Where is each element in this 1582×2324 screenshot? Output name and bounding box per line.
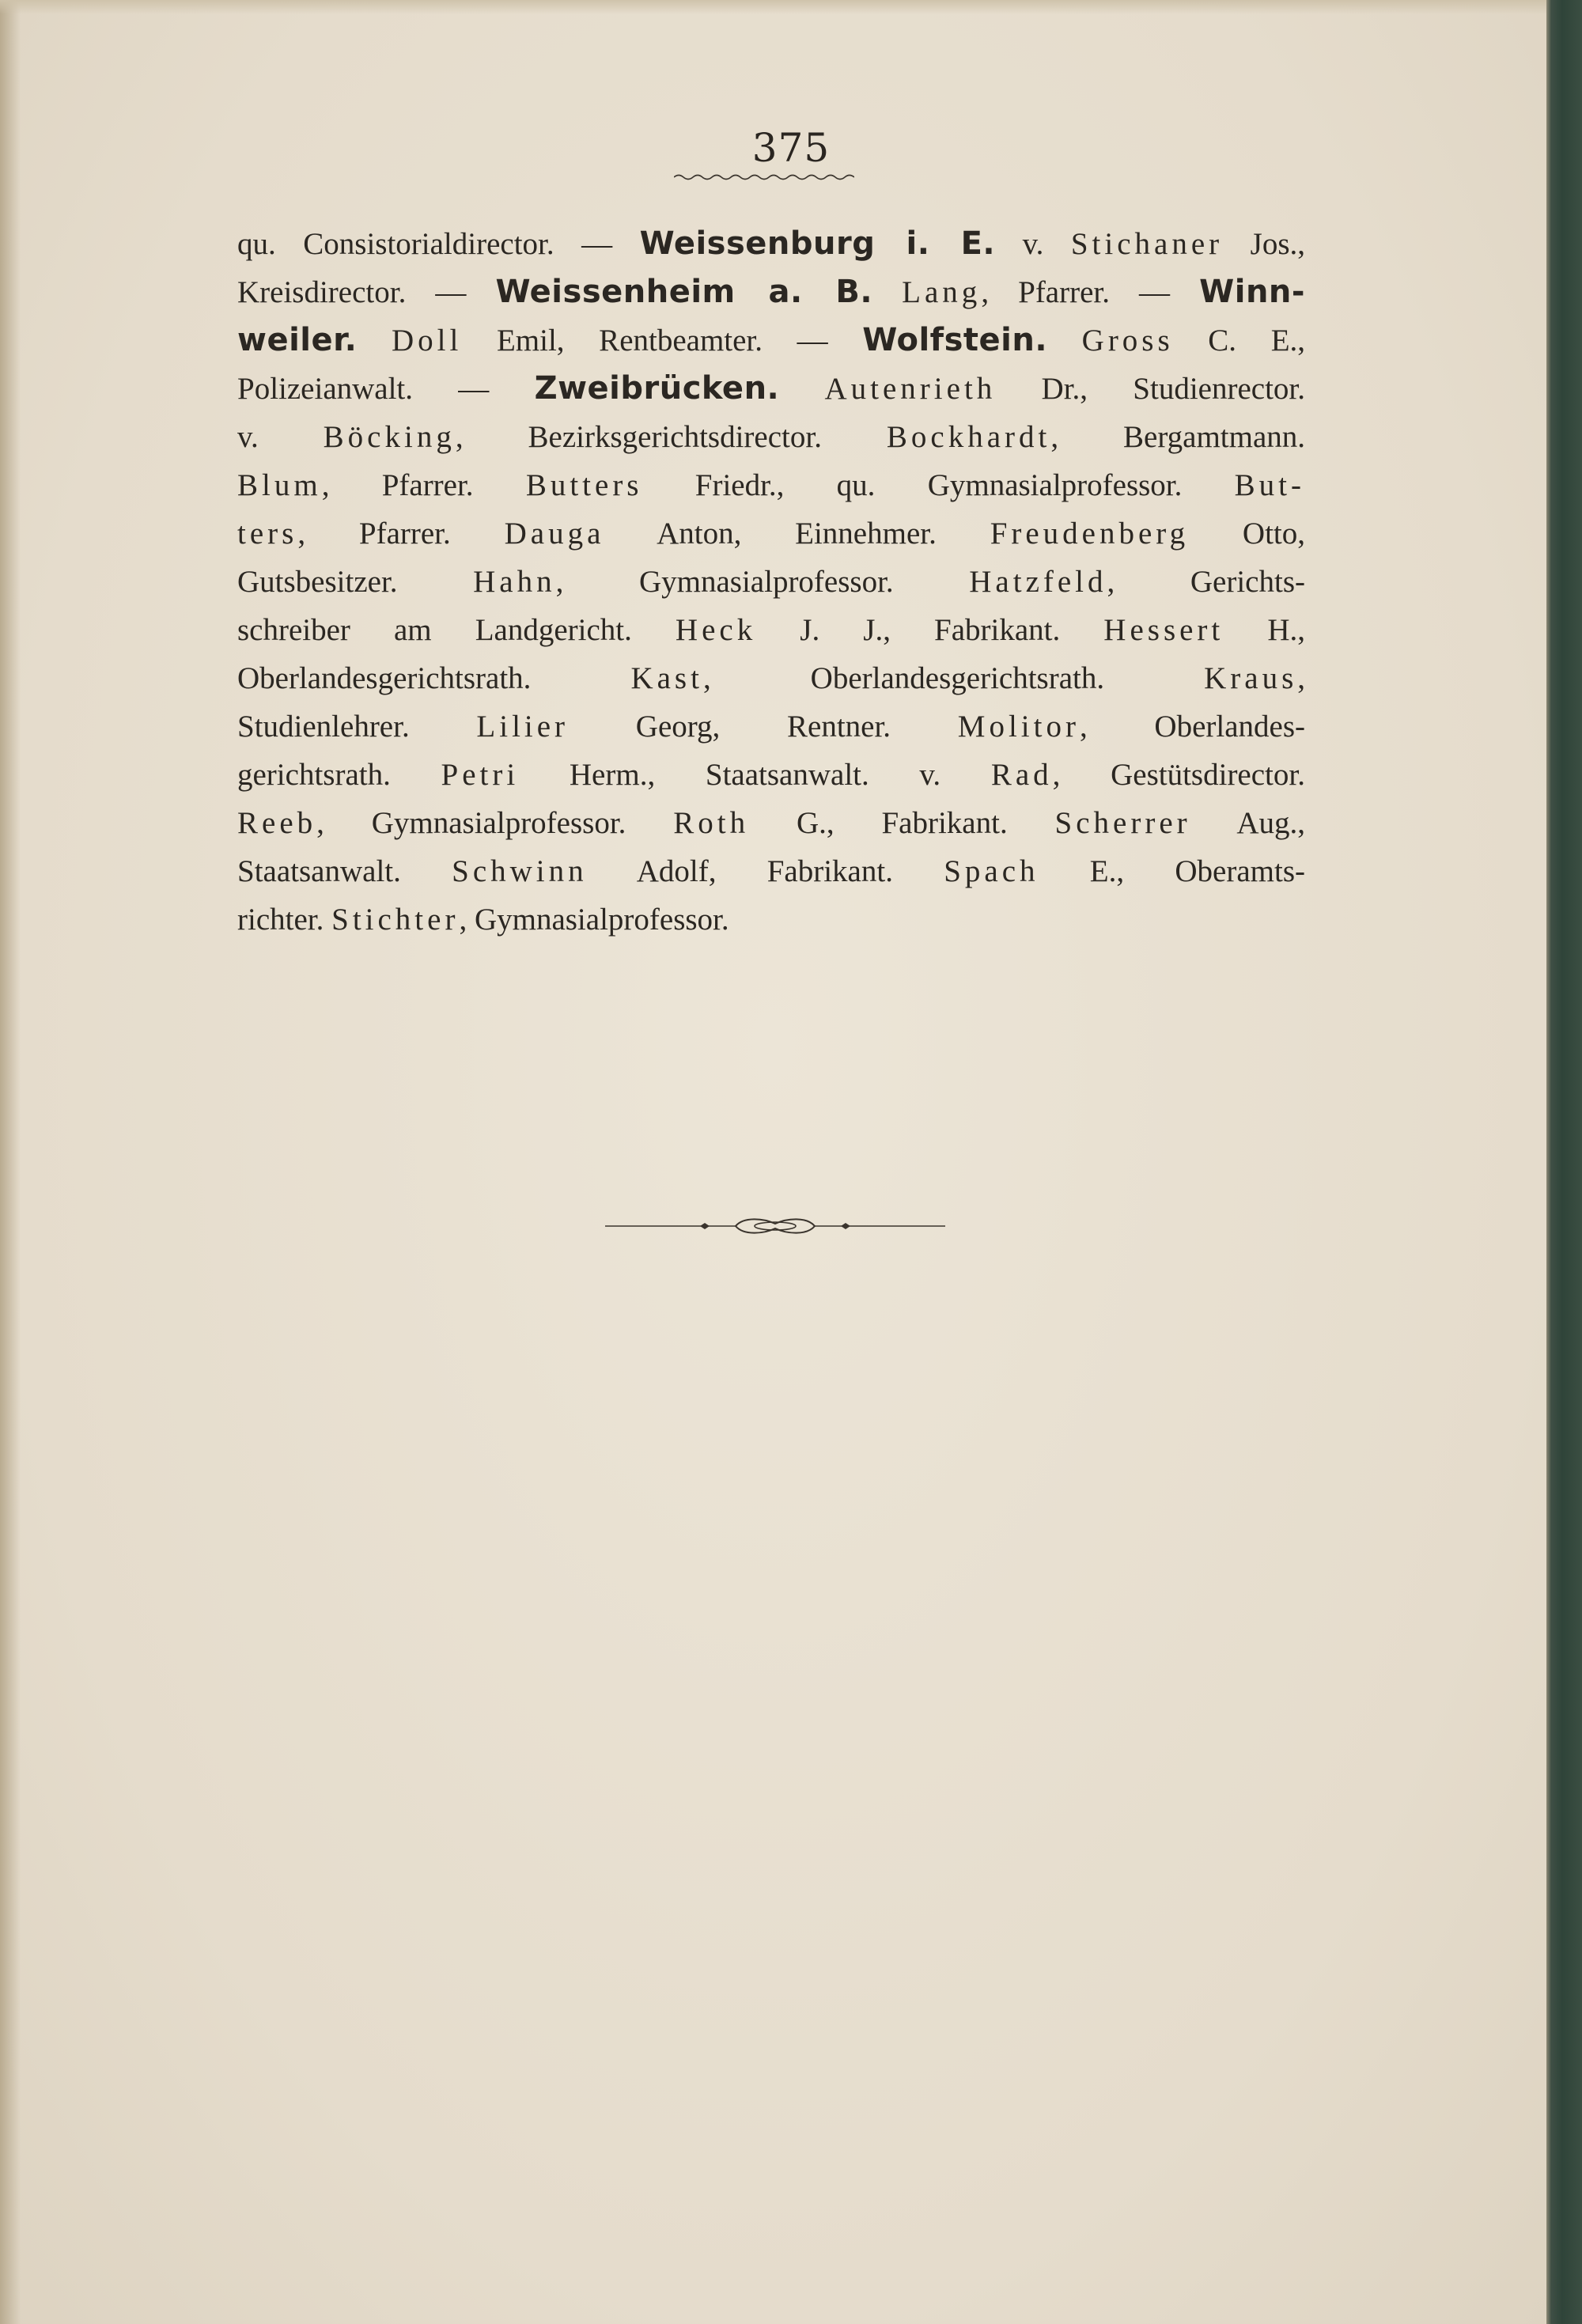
text-run: , Pfarrer. — [297, 517, 505, 551]
person-name: Lilier — [476, 710, 570, 744]
text-run: J. J., Fabrikant. — [756, 613, 1104, 647]
person-name: Gross — [1081, 324, 1174, 358]
text-run: , Pfarrer. — [321, 468, 526, 502]
person-name: Blum — [237, 468, 322, 502]
gutter-shadow — [0, 0, 21, 2324]
text-run: Oberlandesgerichtsrath. — [237, 661, 631, 695]
text-line — [237, 895, 1305, 944]
text-run: Otto, — [1189, 517, 1305, 551]
text-run: richter. — [237, 903, 332, 937]
text-run: Gutsbesitzer. — [237, 565, 474, 599]
text-run: , — [1297, 661, 1306, 695]
person-name: Roth — [673, 806, 750, 840]
text-run: Emil, Rentbeamter. — — [462, 324, 863, 358]
text-run: , Gymnasialprofessor. — [459, 903, 729, 937]
text-line — [237, 606, 1305, 654]
person-name: Petri — [441, 758, 520, 792]
place-name: Zweibrücken. — [534, 370, 780, 407]
person-name: Molitor — [957, 710, 1080, 744]
person-name: Hessert — [1103, 613, 1224, 647]
text-run — [1047, 324, 1082, 358]
text-run: gerichtsrath. — [237, 758, 441, 792]
text-run — [779, 372, 824, 406]
text-line — [237, 413, 1305, 461]
person-name: But- — [1234, 468, 1305, 502]
text-run: Jos., — [1223, 227, 1305, 261]
text-run: H., — [1224, 613, 1305, 647]
top-edge-shadow — [0, 0, 1546, 14]
person-name: Böcking — [323, 420, 456, 454]
header-wavy-rule — [674, 172, 854, 182]
text-run: Dr., Studienrector. — [996, 372, 1306, 406]
text-run: qu. Consistorialdirector. — — [237, 227, 640, 261]
text-line — [237, 558, 1305, 606]
text-run: , Gestütsdirector. — [1052, 758, 1305, 792]
text-run: v. — [237, 420, 324, 454]
text-run: Adolf, Fabrikant. — [587, 854, 944, 888]
text-line — [237, 509, 1305, 558]
text-line — [237, 799, 1305, 847]
text-run: Anton, Einnehmer. — [604, 517, 990, 551]
person-name: Autenrieth — [824, 372, 997, 406]
person-name: Rad — [990, 758, 1053, 792]
book-cover-edge — [1546, 0, 1582, 2324]
place-name: Weissenheim a. B. — [495, 274, 873, 310]
place-name: Wolfstein. — [862, 322, 1048, 358]
text-run: schreiber am Landgericht. — [237, 613, 676, 647]
text-run: , Bergamtmann. — [1050, 420, 1306, 454]
text-run: Aug., — [1190, 806, 1305, 840]
text-run: , Gymnasialprofessor. — [316, 806, 674, 840]
person-name: Heck — [675, 613, 757, 647]
text-run: E., Oberamts- — [1039, 854, 1305, 888]
text-run: Georg, Rentner. — [569, 710, 958, 744]
text-line — [237, 365, 1305, 413]
text-run — [872, 275, 902, 309]
person-name: Butters — [525, 468, 643, 502]
person-name: Stichter — [331, 903, 460, 937]
text-run — [357, 324, 392, 358]
text-run: Friedr., qu. Gymnasialprofessor. — [642, 468, 1235, 502]
person-name: Doll — [392, 324, 463, 358]
text-run: , Gerichts- — [1107, 565, 1305, 599]
text-run: Herm., Staatsanwalt. v. — [519, 758, 991, 792]
text-line — [237, 268, 1305, 316]
text-run: C. E., — [1173, 324, 1306, 358]
text-run: Staatsanwalt. — [237, 854, 452, 888]
person-name: Hatzfeld — [969, 565, 1107, 599]
text-run: v. — [995, 227, 1071, 261]
text-line — [237, 220, 1305, 268]
text-run: Polizeianwalt. — — [237, 372, 535, 406]
person-name: Scherrer — [1054, 806, 1191, 840]
person-name: Kast — [630, 661, 703, 695]
text-line — [237, 461, 1305, 509]
ornament-divider — [605, 1214, 945, 1238]
person-name: Kraus — [1204, 661, 1298, 695]
person-name: Lang — [902, 275, 982, 309]
text-line — [237, 751, 1305, 799]
text-run: G., Fabrikant. — [749, 806, 1055, 840]
text-run: , Oberlandes- — [1079, 710, 1306, 744]
person-name: Spach — [944, 854, 1039, 888]
text-run: Studienlehrer. — [237, 710, 477, 744]
text-run: , Oberlandesgerichtsrath. — [702, 661, 1205, 695]
text-run: , Bezirksgerichtsdirector. — [455, 420, 887, 454]
person-name: Dauga — [504, 517, 605, 551]
text-run: , Pfarrer. — — [981, 275, 1200, 309]
person-name: Stichaner — [1070, 227, 1224, 261]
text-run: Kreisdirector. — — [237, 275, 496, 309]
person-name: ters — [237, 517, 298, 551]
place-name: Winn- — [1199, 274, 1306, 310]
text-line — [237, 702, 1305, 751]
person-name: Hahn — [473, 565, 556, 599]
directory-text-block — [237, 220, 1305, 944]
text-line — [237, 654, 1305, 702]
person-name: Reeb — [237, 806, 317, 840]
person-name: Freudenberg — [990, 517, 1190, 551]
text-run: , Gymnasialprofessor. — [555, 565, 970, 599]
page-number: 375 — [751, 125, 831, 171]
person-name: Schwinn — [452, 854, 588, 888]
place-name: weiler. — [237, 322, 358, 358]
place-name: Weissenburg i. E. — [639, 225, 996, 262]
text-line — [237, 316, 1305, 365]
text-line — [237, 847, 1305, 895]
person-name: Bockhardt — [886, 420, 1051, 454]
